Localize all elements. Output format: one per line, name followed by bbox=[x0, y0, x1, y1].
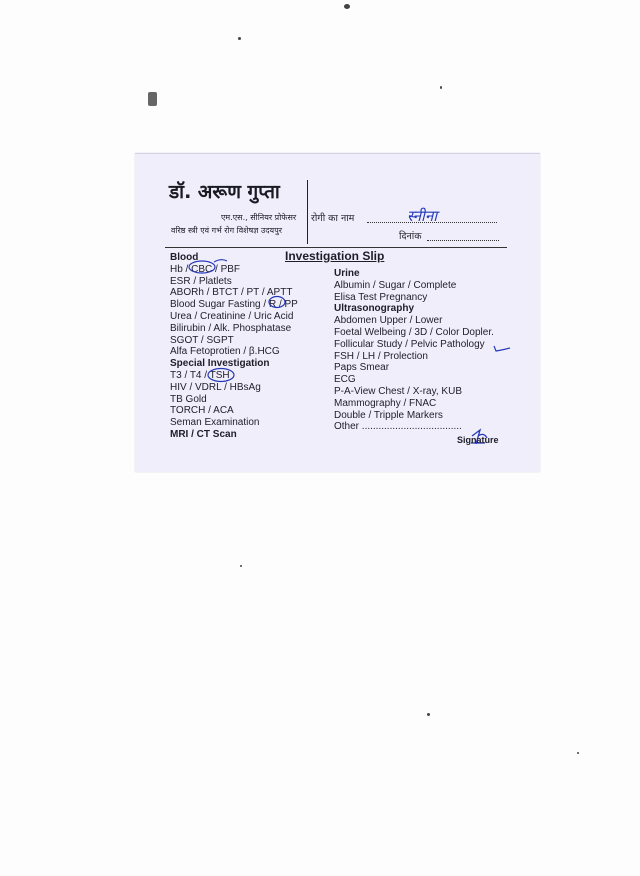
header-divider bbox=[307, 180, 308, 244]
test-item: ABORh / BTCT / PT / APTT bbox=[170, 287, 293, 299]
test-item: MRI / CT Scan bbox=[170, 428, 237, 440]
scan-speck bbox=[577, 752, 579, 754]
date-label: दिनांक bbox=[399, 231, 422, 242]
right-test-list bbox=[334, 268, 494, 433]
doctor-qualifications: एम.एस., सीनियर प्रोफेसर bbox=[221, 213, 297, 222]
scan-speck bbox=[240, 565, 242, 567]
test-item: Albumin / Sugar / Complete bbox=[334, 279, 457, 291]
patient-name-label: रोगी का नाम bbox=[311, 213, 355, 224]
scan-speck bbox=[427, 713, 430, 716]
doctor-name: डॉ. अरूण गुप्ता bbox=[169, 181, 280, 203]
scan-speck bbox=[344, 4, 350, 9]
scan-speck bbox=[440, 86, 442, 89]
test-item: Hb / CBC / PBF bbox=[170, 263, 241, 275]
test-item: Special Investigation bbox=[170, 358, 270, 370]
test-item: Seman Examination bbox=[170, 417, 260, 429]
test-item: SGOT / SGPT bbox=[170, 334, 234, 346]
test-item: Urea / Creatinine / Uric Acid bbox=[170, 310, 294, 322]
test-item: Urine bbox=[334, 268, 360, 279]
test-item: Elisa Test Pregnancy bbox=[334, 291, 428, 303]
test-item: Mammography / FNAC bbox=[334, 397, 437, 409]
pelvic-pathology-tick bbox=[494, 346, 510, 351]
patient-name-handwritten: स्नीना bbox=[407, 207, 438, 225]
test-item: TB Gold bbox=[170, 393, 207, 405]
scan-speck bbox=[148, 92, 157, 106]
test-item: ECG bbox=[334, 374, 356, 386]
test-item: Alfa Fetoprotien / β.HCG bbox=[170, 346, 280, 358]
test-item: Bilirubin / Alk. Phosphatase bbox=[170, 322, 292, 334]
test-item: Foetal Welbeing / 3D / Color Dopler. bbox=[334, 326, 494, 338]
test-item: Blood Sugar Fasting / R / PP bbox=[170, 299, 298, 311]
test-item: Blood bbox=[170, 252, 199, 263]
test-item: Other .................................... bbox=[334, 421, 462, 433]
test-item: P-A-View Chest / X-ray, KUB bbox=[334, 385, 462, 397]
test-item: ESR / Platlets bbox=[170, 275, 232, 287]
signature-label: Signature bbox=[457, 435, 499, 445]
test-item: Abdomen Upper / Lower bbox=[334, 315, 443, 327]
header-rule bbox=[165, 247, 507, 248]
left-test-list bbox=[170, 252, 298, 441]
test-item: Double / Tripple Markers bbox=[334, 409, 443, 421]
test-item: TORCH / ACA bbox=[170, 405, 234, 417]
test-item: HIV / VDRL / HBsAg bbox=[170, 381, 261, 393]
test-item: FSH / LH / Prolection bbox=[334, 350, 428, 362]
test-item: Ultrasonography bbox=[334, 303, 415, 315]
doctor-specialization: वरिष्ठ स्त्री एवं गर्भ रोग विशेषज्ञ उदयपुर bbox=[171, 226, 283, 235]
date-field bbox=[427, 230, 499, 241]
test-item: Paps Smear bbox=[334, 362, 390, 374]
test-item: Follicular Study / Pelvic Pathology bbox=[334, 338, 485, 350]
test-item: T3 / T4 / TSH bbox=[170, 369, 230, 381]
scan-speck bbox=[238, 37, 241, 40]
investigation-slip bbox=[135, 153, 540, 472]
slip-title: Investigation Slip bbox=[285, 249, 385, 263]
